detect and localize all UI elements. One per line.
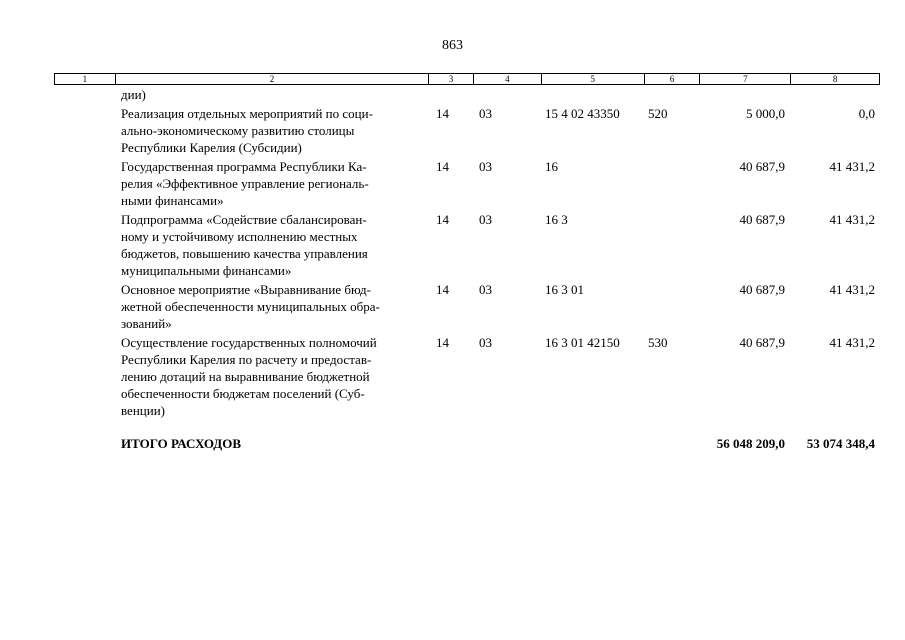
row-section: 14 [436,159,449,174]
header-col-7: 7 [700,74,791,84]
header-col-8: 8 [832,74,838,84]
row-target-article: 16 3 01 42150 [545,335,620,350]
total-sum-1: 56 048 209,0 [716,436,785,451]
row-subsection: 03 [479,106,492,121]
row-sum-2: 41 431,2 [829,212,875,227]
row-sum-2: 41 431,2 [829,159,875,174]
row-expense-type: 530 [648,335,668,350]
row-target-article: 16 [545,159,558,174]
row-name: Реализация отдельных мероприятий по соци- ально-экономическому развитию столицы Республики Карелия (Субсидии) [121,106,373,155]
table-row [0,158,905,209]
header-col-6: 6 [645,74,701,84]
row-section: 14 [436,335,449,350]
header-col-2: 2 [116,74,429,84]
row-section: 14 [436,106,449,121]
row-name: Государственная программа Республики Ка- релия «Эффективное управление региональ- ными финансами» [121,159,369,208]
table-row [0,211,905,279]
row-target-article: 15 4 02 43350 [545,106,620,121]
table-row [0,86,905,103]
row-sum-2: 41 431,2 [829,335,875,350]
total-sum-2: 53 074 348,4 [806,436,875,451]
row-target-article: 16 3 [545,212,568,227]
table-header [54,73,880,85]
row-sum-1: 40 687,9 [739,335,785,350]
header-col-3: 3 [429,74,474,84]
row-sum-1: 40 687,9 [739,159,785,174]
row-name: дии) [121,87,146,102]
row-subsection: 03 [479,159,492,174]
row-subsection: 03 [479,282,492,297]
row-section: 14 [436,212,449,227]
row-subsection: 03 [479,335,492,350]
row-sum-1: 40 687,9 [739,282,785,297]
row-sum-1: 40 687,9 [739,212,785,227]
header-col-4: 4 [474,74,542,84]
row-sum-2: 41 431,2 [829,282,875,297]
row-section: 14 [436,282,449,297]
row-target-article: 16 3 01 [545,282,584,297]
table-row [0,334,905,419]
row-name: Подпрограмма «Содействие сбалансирован- ному и устойчивому исполнению местных бюджетов, повышению качества управления муниципальными финансами» [121,212,368,278]
row-sum-1: 5 000,0 [746,106,785,121]
header-col-5: 5 [542,74,645,84]
page-number: 863 [442,38,463,53]
table-row [0,105,905,156]
row-name: Основное мероприятие «Выравнивание бюд- жетной обеспеченности муниципальных обра- зований» [121,282,380,331]
row-subsection: 03 [479,212,492,227]
table-body [0,86,905,419]
table-row [0,281,905,332]
row-name: Осуществление государственных полномочий Республики Карелия по расчету и предостав- лению дотаций на выравнивание бюджетной обеспеченности бюджетам поселений (Суб- венции) [121,335,377,418]
total-label: ИТОГО РАСХОДОВ [121,436,242,451]
row-sum-2: 0,0 [858,106,875,121]
row-expense-type: 520 [648,106,668,121]
header-col-1: 1 [55,74,116,84]
